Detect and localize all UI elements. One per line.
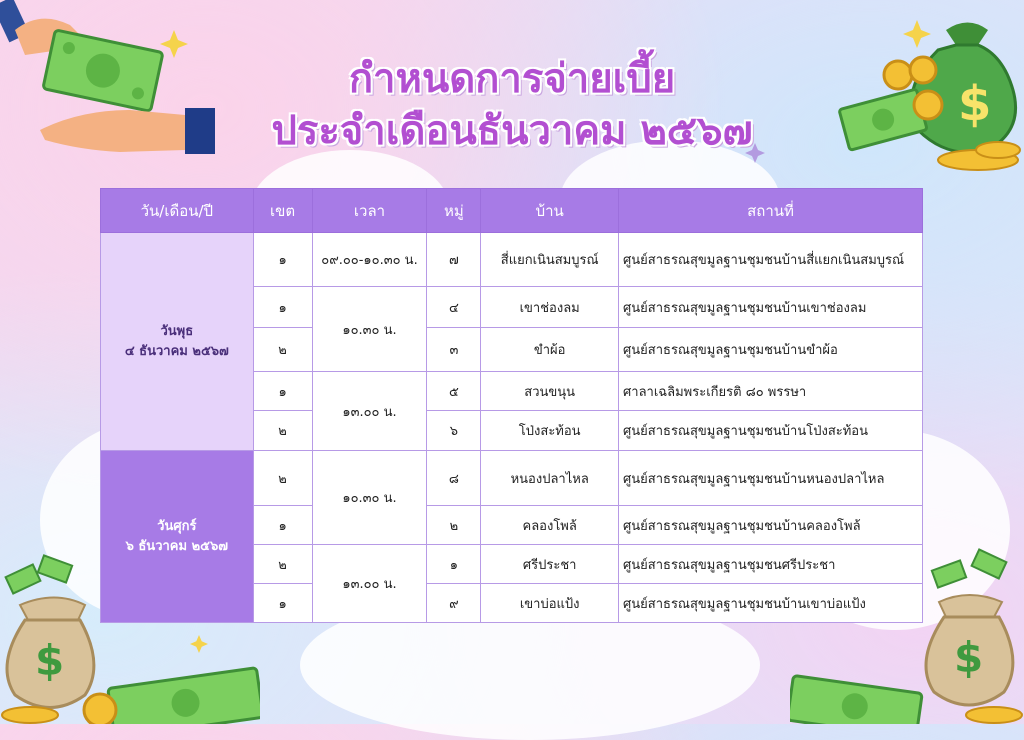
header-zone: เขต (253, 189, 312, 233)
time-cell: ๑๓.๐๐ น. (312, 545, 427, 623)
zone-cell: ๒ (253, 328, 312, 372)
moo-cell: ๔ (427, 287, 481, 328)
table-header-row (101, 189, 923, 233)
zone-cell: ๑ (253, 584, 312, 623)
place-cell: ศูนย์สาธรณสุขมูลฐานชุมชนบ้านหนองปลาไหล (619, 451, 923, 506)
sparkle-icon (190, 635, 208, 653)
village-cell: ขำผ้อ (481, 328, 619, 372)
day-name: วันศุกร์ (157, 518, 197, 534)
schedule-table (100, 188, 923, 623)
moo-cell: ๒ (427, 506, 481, 545)
table-row (101, 233, 923, 287)
zone-cell: ๑ (253, 506, 312, 545)
zone-cell: ๑ (253, 287, 312, 328)
header-date: วัน/เดือน/ปี (101, 189, 254, 233)
header-time: เวลา (312, 189, 427, 233)
day-name: วันพุธ (160, 323, 194, 339)
village-cell: โป่งสะท้อน (481, 411, 619, 451)
day-date: ๔ ธันวาคม ๒๕๖๗ (124, 343, 229, 359)
moo-cell: ๖ (427, 411, 481, 451)
time-cell: ๑๓.๐๐ น. (312, 372, 427, 451)
place-cell: ศูนย์สาธรณสุขมูลฐานชุมชนบ้านโป่งสะท้อน (619, 411, 923, 451)
village-cell: สวนขนุน (481, 372, 619, 411)
zone-cell: ๒ (253, 545, 312, 584)
moo-cell: ๙ (427, 584, 481, 623)
village-cell: เขาบ่อแป้ง (481, 584, 619, 623)
time-cell: ๑๐.๓๐ น. (312, 287, 427, 372)
place-cell: ศูนย์สาธรณสุขมูลฐานชุมชนบ้านเขาบ่อแป้ง (619, 584, 923, 623)
cash-stack-icon (80, 660, 260, 724)
svg-text:$: $ (954, 633, 984, 682)
moo-cell: ๓ (427, 328, 481, 372)
village-cell: คลองโพล้ (481, 506, 619, 545)
header-moo: หมู่ (427, 189, 481, 233)
header-place: สถานที่ (619, 189, 923, 233)
day-cell-fri (101, 451, 254, 623)
place-cell: ศูนย์สาธรณสุขมูลฐานชุมชนศรีประชา (619, 545, 923, 584)
svg-text:$: $ (35, 636, 65, 685)
village-cell: สี่แยกเนินสมบูรณ์ (481, 233, 619, 287)
village-cell: เขาช่องลม (481, 287, 619, 328)
zone-cell: ๒ (253, 451, 312, 506)
moo-cell: ๗ (427, 233, 481, 287)
zone-cell: ๑ (253, 372, 312, 411)
place-cell: ศูนย์สาธรณสุขมูลฐานชุมชนบ้านขำผ้อ (619, 328, 923, 372)
money-bag-icon (914, 540, 1024, 724)
zone-cell: ๑ (253, 233, 312, 287)
header-village: บ้าน (481, 189, 619, 233)
time-cell: ๑๐.๓๐ น. (312, 451, 427, 545)
svg-text:$: $ (958, 76, 992, 132)
place-cell: ศูนย์สาธรณสุขมูลฐานชุมชนบ้านสี่แยกเนินสมบูรณ์ (619, 233, 923, 287)
village-cell: ศรีประชา (481, 545, 619, 584)
place-cell: ศาลาเฉลิมพระเกียรติ ๘๐ พรรษา (619, 372, 923, 411)
day-date: ๖ ธันวาคม ๒๕๖๗ (125, 538, 229, 554)
time-cell: ๐๙.๐๐-๑๐.๓๐ น. (312, 233, 427, 287)
day-cell-wed (101, 233, 254, 451)
table-row (101, 451, 923, 506)
moo-cell: ๑ (427, 545, 481, 584)
moo-cell: ๘ (427, 451, 481, 506)
village-cell: หนองปลาไหล (481, 451, 619, 506)
page-title-line2: ประจำเดือนธันวาคม ๒๕๖๗ (271, 108, 753, 154)
page-title-line1: กำหนดการจ่ายเบี้ย (348, 56, 676, 102)
place-cell: ศูนย์สาธรณสุขมูลฐานชุมชนบ้านคลองโพล้ (619, 506, 923, 545)
moo-cell: ๕ (427, 372, 481, 411)
place-cell: ศูนย์สาธรณสุขมูลฐานชุมชนบ้านเขาช่องลม (619, 287, 923, 328)
cash-stack-icon (790, 665, 930, 724)
zone-cell: ๒ (253, 411, 312, 451)
